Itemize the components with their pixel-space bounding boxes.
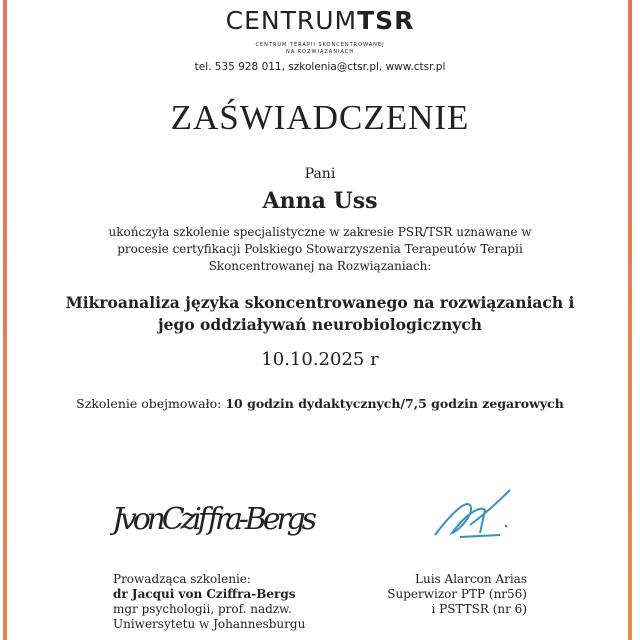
signature-left	[110, 485, 320, 545]
description: ukończyła szkolenie specjalistyczne w zakresie PSR/TSR uznawane w procesie certyfikacji Polskiego Stowarzyszenia Terapeutów Terapii Skoncentrowanej na Rozwiązaniach:	[108, 225, 532, 273]
contact-info: tel. 535 928 011, szkolenia@ctsr.pl, www.ctsr.pl	[194, 61, 446, 73]
hours-label: Szkolenie obejmowało:	[76, 396, 226, 411]
supervisor-title-1: Superwizor PTP (nr56)	[387, 587, 527, 601]
salutation: Pani	[304, 166, 336, 182]
logo	[0, 6, 640, 35]
logo-light: CENTRUM	[225, 6, 358, 35]
hours-value: 10 godzin dydaktycznych/7,5 godzin zegarowych	[225, 396, 564, 411]
signature-left-text: JvonCziffra-Bergs	[112, 502, 317, 537]
supervisor-name: Luis Alarcon Arias	[415, 572, 527, 586]
signature-right	[430, 485, 520, 545]
logo-bold: TSR	[357, 6, 415, 35]
border-left	[3, 0, 7, 640]
trainer-title-2: Uniwersytetu w Johannesburgu	[113, 617, 306, 631]
logo-subtitle-1: CENTRUM TERAPII SKONCENTROWANEJ	[255, 42, 385, 48]
hours	[0, 396, 640, 411]
trainer-role: Prowadząca szkolenie:	[113, 572, 251, 586]
supervisor-title-2: i PSTTSR (nr 6)	[431, 602, 527, 616]
certificate-title: ZAŚWIADCZENIE	[170, 98, 470, 137]
logo-subtitle	[0, 42, 640, 56]
trainer-title-1: mgr psychologii, prof. nadzw.	[113, 602, 292, 616]
trainer-name: dr Jacqui von Cziffra-Bergs	[113, 587, 296, 601]
trainer-block	[113, 572, 305, 632]
supervisor-block	[380, 572, 527, 617]
recipient-name: Anna Uss	[262, 188, 378, 214]
logo-subtitle-2: NA ROZWIĄZANIACH	[285, 49, 355, 55]
course-title: Mikroanaliza języka skoncentrowanego na rozwiązaniach i jego oddziaływań neurobiologicznych	[65, 293, 575, 334]
border-right	[628, 0, 632, 640]
date: 10.10.2025 r	[261, 349, 379, 370]
